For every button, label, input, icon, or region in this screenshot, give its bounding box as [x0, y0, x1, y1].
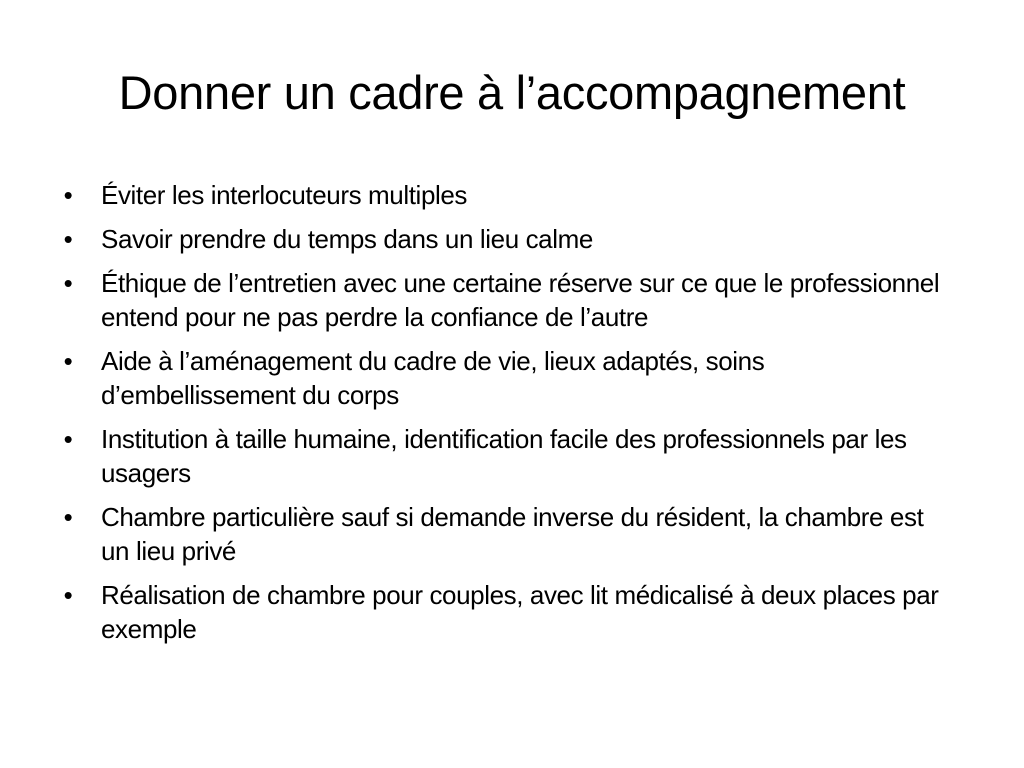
bullet-dot-icon: • — [63, 346, 73, 376]
bullet-dot-icon: • — [63, 580, 73, 610]
bullet-text: Aide à l’aménagement du cadre de vie, lieux adaptés, soins d’embellissement du corps — [101, 346, 765, 410]
bullet-text: Savoir prendre du temps dans un lieu calme — [101, 224, 593, 254]
bullet-item — [58, 578, 958, 646]
bullet-dot-icon: • — [63, 424, 73, 454]
bullet-item — [58, 222, 958, 256]
bullet-dot-icon: • — [63, 224, 73, 254]
bullet-text: Éviter les interlocuteurs multiples — [101, 180, 468, 210]
slide-title: Donner un cadre à l’accompagnement — [118, 66, 906, 119]
bullet-item — [58, 500, 958, 568]
bullet-dot-icon: • — [63, 502, 73, 532]
bullet-dot-icon: • — [63, 268, 73, 298]
bullet-item — [58, 178, 958, 212]
bullet-item — [58, 422, 958, 490]
bullet-item — [58, 266, 958, 334]
bullet-text: Réalisation de chambre pour couples, avec lit médicalisé à deux places par exemple — [101, 580, 939, 644]
bullet-item — [58, 344, 958, 412]
bullet-list — [58, 178, 958, 656]
bullet-dot-icon: • — [63, 180, 73, 210]
bullet-text: Éthique de l’entretien avec une certaine réserve sur ce que le professionnel entend pour ne pas perdre la confiance de l’autre — [101, 268, 940, 332]
bullet-text: Chambre particulière sauf si demande inverse du résident, la chambre est un lieu privé — [101, 502, 924, 566]
bullet-text: Institution à taille humaine, identification facile des professionnels par les usagers — [101, 424, 907, 488]
